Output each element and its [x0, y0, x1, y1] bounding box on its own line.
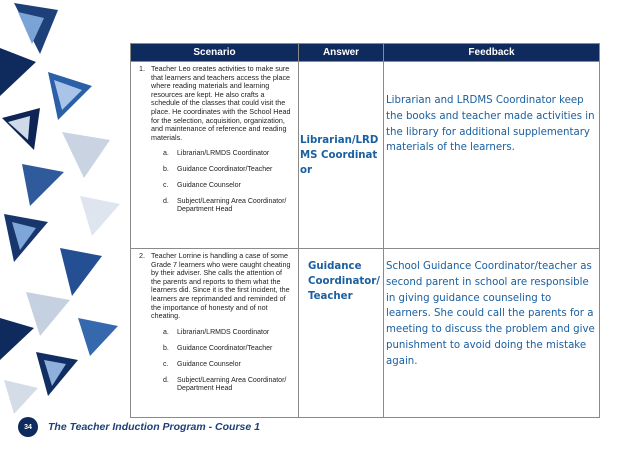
table-row	[131, 249, 600, 418]
option-letter: a.	[163, 328, 169, 336]
scenario-text: Teacher Leo creates activities to make sure that learners and teachers access the place where reading materials and learning resources are kept. He also crafts a schedule of the classes that could visit the place. He coordinates with the School Head for the selection, acquisition, organization, and maintenance of reference and reading materials.	[151, 64, 291, 142]
option-text: Librarian/LRMDS Coordinator	[177, 150, 270, 158]
scenario-number: 2.	[139, 251, 145, 260]
option-text: Subject/Learning Area Coordinator/ Department Head	[177, 376, 287, 392]
option-text: Librarian/LRMDS Coordinator	[177, 328, 270, 336]
scenario-cell	[131, 249, 299, 418]
scenario-text: Teacher Lorrine is handling a case of some Grade 7 learners who were caught cheating by their adviser. She calls the attention of the parents and reports to them what the learners did. Since it is the first incident, the learners are reprimanded and reminded of the importance of honesty and of not cheating.	[151, 251, 291, 321]
option-text: Guidance Counselor	[177, 182, 241, 190]
table-row	[131, 62, 600, 249]
footer-title: The Teacher Induction Program - Course 1	[48, 421, 260, 433]
header-feedback: Feedback	[384, 44, 600, 62]
feedback-cell	[384, 249, 600, 418]
option-text: Guidance Coordinator/Teacher	[177, 344, 273, 352]
option-list	[163, 150, 294, 214]
option-letter: c.	[163, 360, 169, 368]
option-item	[163, 182, 294, 190]
option-item	[163, 361, 294, 369]
answer-text: Guidance Coordinator/ Teacher	[308, 261, 381, 302]
option-item	[163, 150, 294, 158]
page-number-badge: 34	[18, 417, 38, 437]
option-letter: b.	[163, 344, 169, 352]
scenario-number: 1.	[139, 64, 145, 73]
option-item	[163, 329, 294, 337]
header-scenario: Scenario	[131, 44, 299, 62]
scenario-answer-feedback-table	[130, 43, 600, 418]
option-item	[163, 166, 294, 174]
option-item	[163, 198, 294, 214]
answer-text: Librarian/LRDMS Coordinator	[300, 134, 379, 176]
feedback-cell	[384, 62, 600, 249]
option-letter: a.	[163, 150, 169, 158]
option-text: Guidance Counselor	[177, 360, 241, 368]
option-text: Guidance Coordinator/Teacher	[177, 166, 273, 174]
option-letter: d.	[163, 198, 169, 206]
option-list	[163, 329, 294, 393]
header-answer: Answer	[299, 44, 384, 62]
option-letter: b.	[163, 166, 169, 174]
scenario-cell	[131, 62, 299, 249]
answer-cell	[299, 62, 384, 249]
answer-cell	[299, 249, 384, 418]
option-text: Subject/Learning Area Coordinator/ Department Head	[177, 198, 287, 214]
option-item	[163, 345, 294, 353]
table-header-row	[131, 44, 600, 62]
option-item	[163, 377, 294, 393]
option-letter: c.	[163, 182, 169, 190]
page-footer	[18, 417, 260, 437]
triangle-pattern-icon	[0, 0, 128, 420]
feedback-text: Librarian and LRDMS Coordinator keep the books and teacher made activities in the library for additional supplementary materials of the learners.	[386, 95, 595, 154]
feedback-text: School Guidance Coordinator/teacher as second parent in school are responsible in giving guidance counseling to learners. She could call the parents for a meeting to discuss the problem and give punishment to avoid doing the mistake again.	[386, 261, 595, 367]
option-letter: d.	[163, 376, 169, 384]
